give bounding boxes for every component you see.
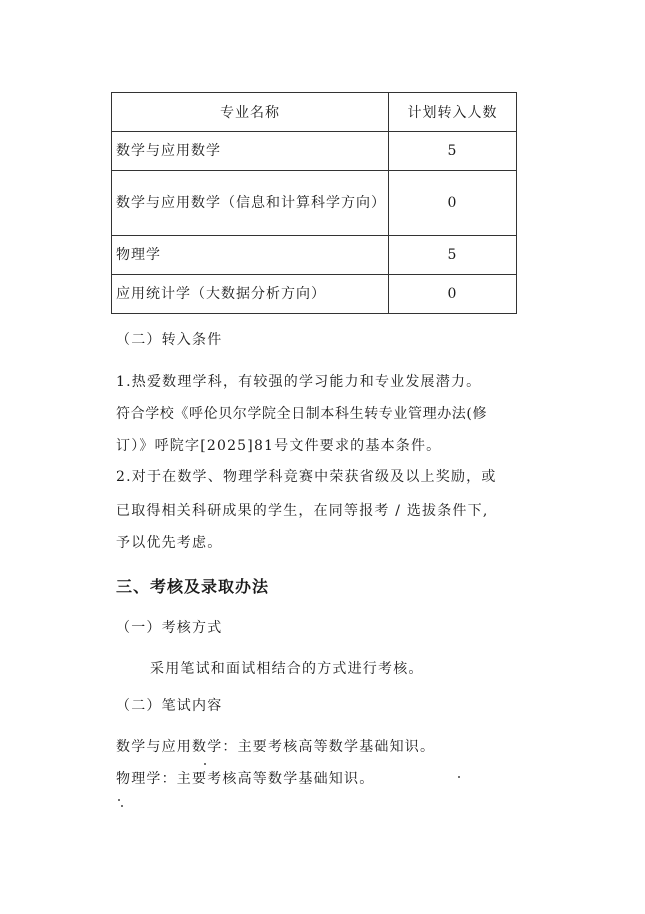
table-row bbox=[112, 275, 517, 314]
condition-1-line-3: 订）》呼院字[2025]81号文件要求的基本条件。 bbox=[116, 438, 442, 454]
scan-speck bbox=[204, 763, 206, 765]
major-name: 数学与应用数学 bbox=[112, 132, 389, 171]
condition-2-line-1: 2.对于在数学、物理学科竞赛中荣获省级及以上奖励，或 bbox=[116, 469, 497, 485]
condition-2-line-3: 予以优先考虑。 bbox=[116, 535, 223, 551]
major-name: 数学与应用数学（信息和计算科学方向） bbox=[112, 171, 389, 236]
table-row bbox=[112, 171, 517, 236]
scan-speck bbox=[458, 776, 460, 778]
transfer-plan-table bbox=[111, 92, 517, 314]
subheading-transfer-conditions: （二）转入条件 bbox=[116, 332, 223, 348]
header-major-name: 专业名称 bbox=[112, 93, 389, 132]
subheading-written-exam: （二）笔试内容 bbox=[116, 698, 223, 714]
section-heading-assessment: 三、考核及录取办法 bbox=[116, 577, 270, 596]
scan-speck bbox=[118, 799, 120, 801]
table-row bbox=[112, 236, 517, 275]
major-name: 物理学 bbox=[112, 236, 389, 275]
header-plan-count: 计划转入人数 bbox=[389, 93, 517, 132]
plan-count: 5 bbox=[389, 132, 517, 171]
plan-count: 5 bbox=[389, 236, 517, 275]
subheading-assessment-method: （一）考核方式 bbox=[116, 620, 223, 636]
plan-count: 0 bbox=[389, 275, 517, 314]
condition-2-line-2: 已取得相关科研成果的学生，在同等报考 / 选拔条件下, bbox=[116, 503, 489, 519]
table-row bbox=[112, 132, 517, 171]
condition-1-line-2: 符合学校《呼伦贝尔学院全日制本科生转专业管理办法(修 bbox=[116, 406, 488, 422]
exam-content-physics: 物理学：主要考核高等数学基础知识。 bbox=[116, 771, 375, 787]
major-name: 应用统计学（大数据分析方向） bbox=[112, 275, 389, 314]
table-header-row bbox=[112, 93, 517, 132]
exam-content-math: 数学与应用数学：主要考核高等数学基础知识。 bbox=[116, 739, 436, 755]
scan-speck bbox=[121, 805, 123, 807]
condition-1-line-1: 1.热爱数理学科，有较强的学习能力和专业发展潜力。 bbox=[116, 374, 482, 390]
plan-count: 0 bbox=[389, 171, 517, 236]
assessment-method-text: 采用笔试和面试相结合的方式进行考核。 bbox=[150, 661, 424, 677]
